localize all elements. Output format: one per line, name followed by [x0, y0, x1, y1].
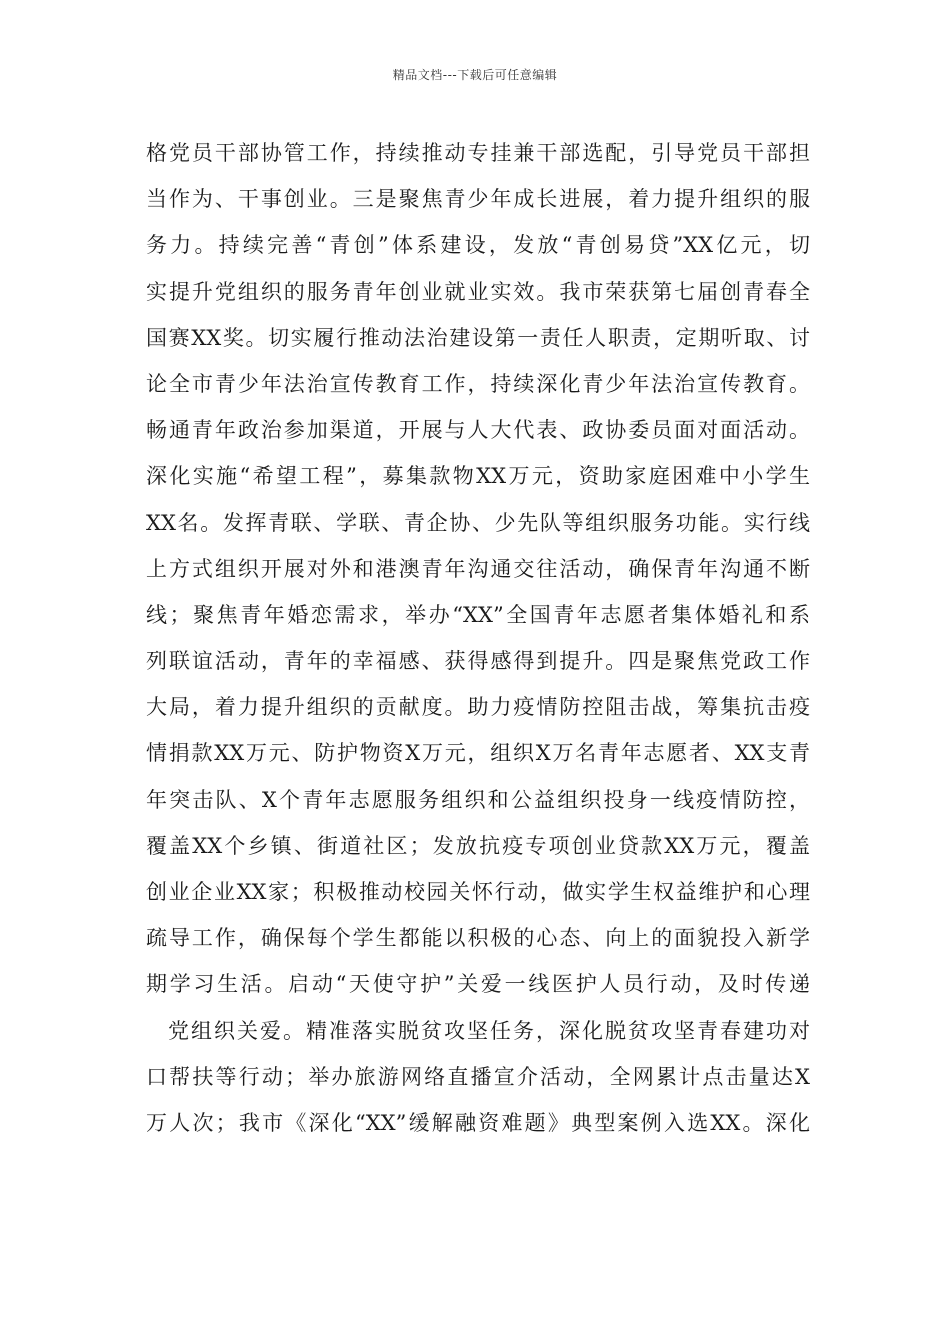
text-line: 列联谊活动，青年的幸福感、获得感得到提升。四是聚焦党政工作 [146, 649, 810, 674]
text-line: 党组织关爱。精准落实脱贫攻坚任务，深化脱贫攻坚青春建功对 [168, 1018, 810, 1043]
text-line: 深化实施“希望工程”，募集款物XX万元，资助家庭困难中小学生 [146, 464, 810, 489]
text-line: 年突击队、X个青年志愿服务组织和公益组织投身一线疫情防控， [146, 787, 810, 812]
text-line: 覆盖XX个乡镇、街道社区；发放抗疫专项创业贷款XX万元，覆盖 [146, 833, 810, 858]
text-line: 论全市青少年法治宣传教育工作，持续深化青少年法治宣传教育。 [146, 371, 810, 396]
text-line: 畅通青年政治参加渠道，开展与人大代表、政协委员面对面活动。 [146, 418, 810, 443]
text-line: 线；聚焦青年婚恋需求，举办“XX”全国青年志愿者集体婚礼和系 [146, 602, 810, 627]
text-line: 万人次；我市《深化“XX”缓解融资难题》典型案例入选XX。深化 [146, 1110, 810, 1135]
text-line: 口帮扶等行动；举办旅游网络直播宣介活动，全网累计点击量达X [146, 1064, 810, 1089]
text-line: 期学习生活。启动“天使守护”关爱一线医护人员行动，及时传递 [146, 972, 810, 997]
text-line: 实提升党组织的服务青年创业就业实效。我市荣获第七届创青春全 [146, 279, 810, 304]
text-line: 大局，着力提升组织的贡献度。助力疫情防控阻击战，筹集抗击疫 [146, 695, 810, 720]
text-line: 格党员干部协管工作，持续推动专挂兼干部选配，引导党员干部担 [146, 141, 810, 165]
body-text [146, 130, 810, 1146]
text-line: 疏导工作，确保每个学生都能以积极的心态、向上的面貌投入新学 [146, 926, 810, 951]
text-line: 上方式组织开展对外和港澳青年沟通交往活动，确保青年沟通不断 [146, 556, 810, 581]
text-line: 情捐款XX万元、防护物资X万元，组织X万名青年志愿者、XX支青 [146, 741, 810, 766]
text-line: 当作为、干事创业。三是聚焦青少年成长进展，着力提升组织的服 [146, 187, 810, 212]
text-line: 国赛XX奖。切实履行推动法治建设第一责任人职责，定期听取、讨 [146, 325, 810, 350]
text-line: 创业企业XX家；积极推动校园关怀行动，做实学生权益维护和心理 [146, 880, 810, 904]
text-line: XX名。发挥青联、学联、青企协、少先队等组织服务功能。实行线 [146, 510, 810, 535]
text-line: 务力。持续完善“青创”体系建设，发放“青创易贷”XX亿元，切 [146, 233, 810, 258]
page-header: 精品文档---下载后可任意编辑 [392, 68, 558, 82]
